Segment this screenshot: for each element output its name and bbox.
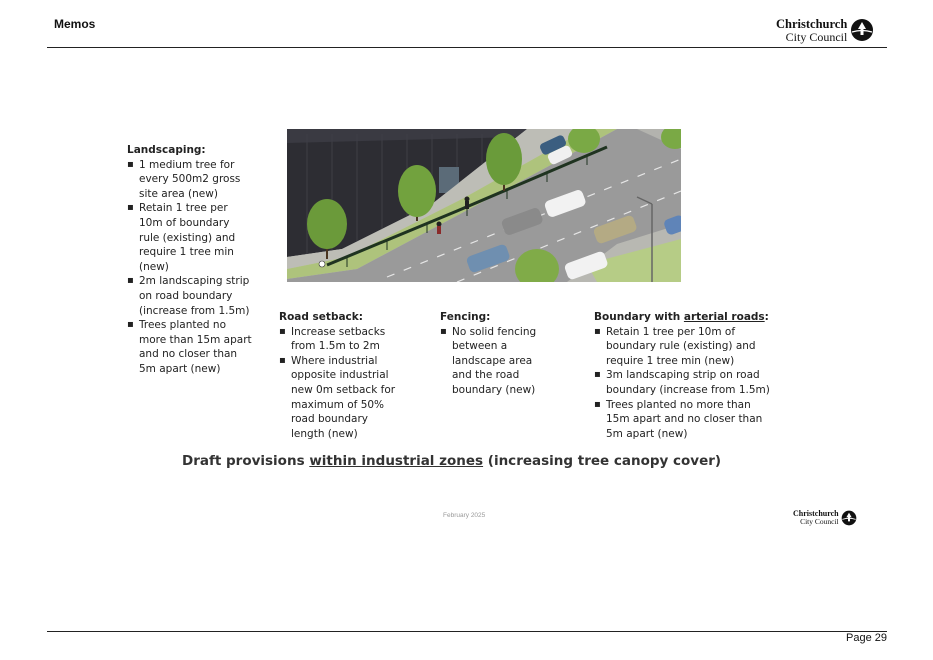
page-number: Page 29: [846, 632, 887, 644]
slide-council-emblem-icon: [841, 510, 857, 526]
road-setback-section: [279, 310, 397, 441]
list-item: ▪ 2m landscaping strip on road boundary (increase from 1.5m): [127, 274, 253, 318]
landscaping-list: [127, 158, 253, 377]
landscaping-heading: Landscaping:: [127, 144, 206, 156]
list-item: ▪ Retain 1 tree per 10m of boundary rule (existing) and require 1 tree min (new): [127, 201, 253, 274]
logo-line-2: City Council: [785, 29, 848, 44]
slide-logo-line-2: City Council: [800, 517, 839, 527]
caption-underlined-text: within industrial zones: [309, 453, 484, 469]
fencing-list: [440, 325, 540, 398]
slide-caption: [182, 453, 721, 469]
caption-text-end: (increasing tree canopy cover): [483, 453, 722, 469]
list-item: ▪ 3m landscaping strip on road boundary (increase from 1.5m): [594, 368, 772, 397]
list-item: ▪ Where industrial opposite industrial new 0m setback for maximum of 50% road boundary length (new): [279, 354, 397, 442]
caption-text: Draft provisions: [182, 453, 310, 469]
council-emblem-icon: [850, 18, 874, 42]
boundary-heading: [594, 310, 772, 325]
road-setback-heading: Road setback:: [279, 311, 363, 323]
list-item: ▪ No solid fencing between a landscape area and the road boundary (new): [440, 325, 540, 398]
header-rule: [47, 47, 887, 48]
boundary-heading-suffix: :: [764, 311, 769, 323]
landscaping-section: [127, 143, 253, 377]
document-header-title: Memos: [54, 17, 96, 31]
boundary-list: [594, 325, 772, 442]
slide-logo-line-1: Christchurch: [793, 509, 839, 519]
boundary-heading-underlined: arterial roads: [683, 311, 765, 323]
list-item: ▪ Retain 1 tree per 10m of boundary rule (existing) and require 1 tree min (new): [594, 325, 772, 369]
street-illustration: [287, 129, 681, 282]
boundary-heading-prefix: Boundary with: [594, 311, 684, 323]
logo-line-1: Christchurch: [776, 17, 848, 31]
slide-council-logo: [793, 510, 857, 526]
council-logo: [776, 18, 874, 43]
footer-rule: [47, 631, 887, 632]
list-item: ▪ Trees planted no more than 15m apart and no closer than 5m apart (new): [594, 398, 772, 442]
fencing-section: [440, 310, 540, 398]
boundary-section: [594, 310, 772, 441]
road-setback-list: [279, 325, 397, 442]
list-item: ▪ Trees planted no more than 15m apart and no closer than 5m apart (new): [127, 318, 253, 376]
slide-date: February 2025: [443, 512, 486, 519]
fencing-heading: Fencing:: [440, 311, 491, 323]
list-item: ▪ Increase setbacks from 1.5m to 2m: [279, 325, 397, 354]
list-item: ▪ 1 medium tree for every 500m2 gross site area (new): [127, 158, 253, 202]
